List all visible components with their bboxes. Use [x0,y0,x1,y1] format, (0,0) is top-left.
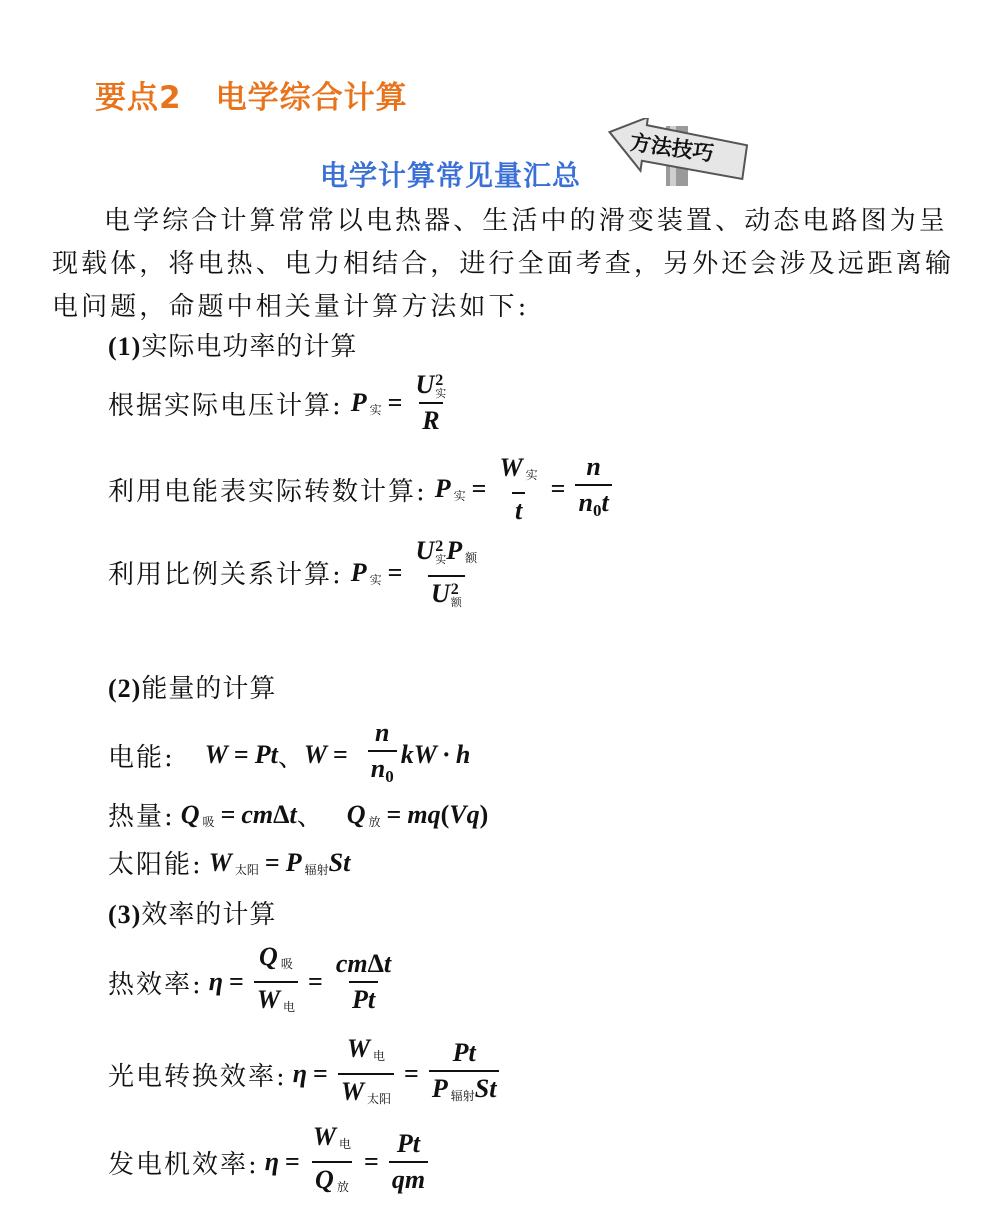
section-heading [95,72,408,117]
heading-number: 要点2 [95,80,182,116]
sub-release: 放 [336,1180,349,1194]
sub-radiation: 辐射 [450,1088,475,1103]
formula-electric-energy: 电能: W = Pt 、 W = $\frac{n}{n0}$ kW · h [108,718,470,792]
sub-actual: 实 [435,387,447,401]
intro-paragraph: 电学综合计算常常以电热器、生活中的滑变装置、动态电路图为呈现载体，将电热、电力相结合，进行全面考查，另外还会涉及远距离输电问题，命题中相关量计算方法如下: [52,206,955,322]
section-1-title [108,326,357,363]
fraction: $\frac{Pt}{P _{辐射}St}$ [429,1038,500,1111]
section-3-title [108,894,276,931]
section-3-num: (3) [108,900,142,929]
label-heat: 热量: [108,802,175,832]
sub-absorb: 吸 [202,814,215,829]
label-meter: 利用电能表实际转数计算: [108,476,427,507]
method-tips-label: 方法技巧 [628,130,716,166]
separator: 、 [277,742,304,773]
section-2-text: 能量的计算 [141,674,277,704]
fraction: U 2 实 P $_额$ U 2 额 [415,536,478,610]
formula-heat: 热量: Q $_吸$ = cmΔt 、 Q $_放$ = mq(Vq) [108,796,488,833]
section-1-text: 实际电功率的计算 [141,332,358,362]
label-pv-eff: 光电转换效率: [108,1061,287,1092]
sub-elec: 电 [373,1049,386,1063]
fraction: $\frac{n}{n0t}$ [575,452,611,526]
subtitle: 电学计算常见量汇总 [320,159,582,192]
section-2-title [108,668,276,705]
sub-elec: 电 [339,1137,352,1151]
unit-kwh: kW · h [400,740,471,769]
sub-actual: 实 [369,403,382,418]
sub-rated: 额 [450,596,462,610]
label-voltage: 根据实际电压计算: [108,390,343,421]
sub-actual: 实 [369,572,382,587]
section-2-num: (2) [108,674,142,703]
fraction: $\frac{W _电}{Q _放}$ [310,1122,354,1202]
sub-sun: 太阳 [234,862,259,877]
fraction: $\frac{n}{n0}$ [368,718,397,792]
label-solar: 太阳能: [108,850,203,880]
section-3-text: 效率的计算 [141,900,277,930]
sub-actual: 实 [453,489,466,503]
formula-power-meter: 利用电能表实际转数计算: P $_实$ = $\frac{W _实}{t}$ = $\frac{n}{n0t}$ [108,452,616,526]
sub-absorb: 吸 [280,957,293,971]
sub-sun: 太阳 [367,1092,392,1106]
formula-power-voltage: 根据实际电压计算: P $_实$ = U 2 实 R [108,370,453,436]
fraction: $\frac{\text{cmΔt}}{Pt}$ [335,949,392,1014]
fraction: $\frac{Pt}{qm}$ [389,1129,428,1195]
heading-title: 电学综合计算 [215,80,408,116]
sub-actual: 实 [435,553,447,567]
label-thermal-eff: 热效率: [108,969,203,1000]
sub-release: 放 [368,814,381,829]
formula-thermal-efficiency: 热效率: η = $\frac{Q _吸}{W _电}$ = $\frac{\text{cmΔt}}{Pt}$ [108,942,398,1022]
separator: 、 [296,802,323,832]
sub-radiation: 辐射 [304,862,329,877]
fraction: $\frac{W _实}{t}$ [499,452,538,525]
sub-rated: 额 [465,551,478,565]
formula-pv-efficiency: 光电转换效率: η = $\frac{W _电}{W _{太阳}}$ = $\frac{Pt}{P _{辐射}St}$ [108,1034,503,1114]
section-1-num: (1) [108,332,142,361]
formula-solar: 太阳能: W $_{太阳}$ = P $_{辐射}$St [108,844,350,881]
formula-generator-efficiency: 发电机效率: η = $\frac{W _电}{Q _放}$ = $\frac{Pt}{qm}$ [108,1122,432,1202]
label-gen-eff: 发电机效率: [108,1149,259,1180]
label-ratio: 利用比例关系计算: [108,560,343,591]
method-tips-sign [600,118,760,188]
sub-elec: 电 [283,1000,296,1014]
fraction: U 2 实 R [415,370,447,436]
sub-actual: 实 [525,467,538,482]
fraction: $\frac{W _电}{W _{太阳}}$ [338,1034,394,1114]
fraction: $\frac{Q _吸}{W _电}$ [254,942,298,1022]
label-energy: 电能: [108,742,175,773]
formula-power-ratio: 利用比例关系计算: P $_实$ = U 2 实 P $_额$ U 2 额 [108,536,484,609]
